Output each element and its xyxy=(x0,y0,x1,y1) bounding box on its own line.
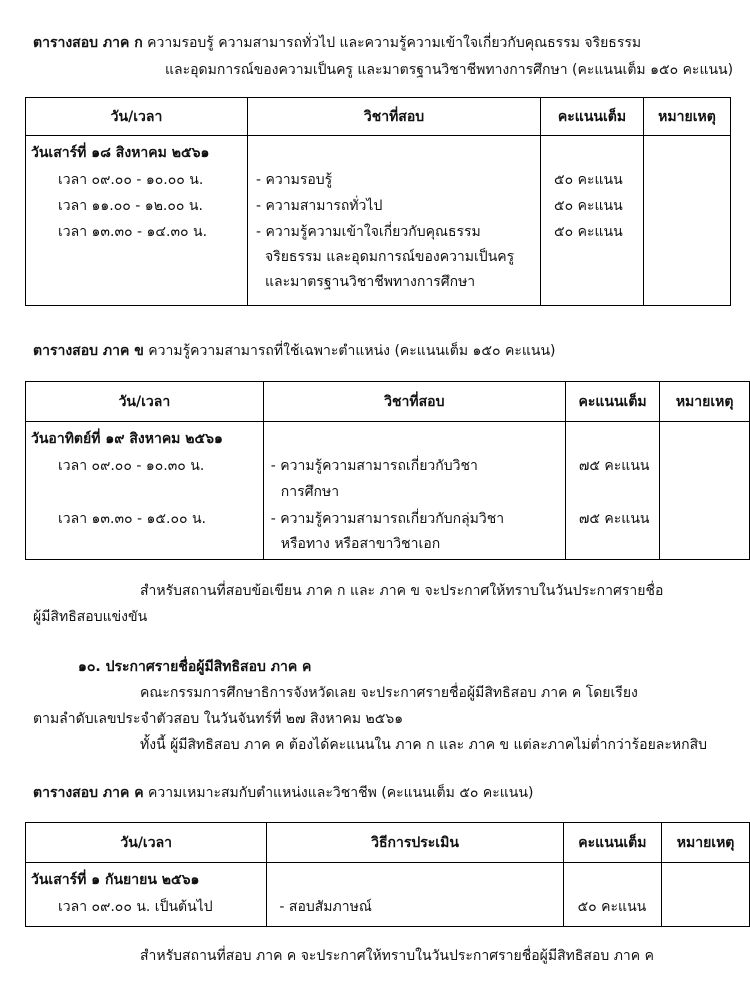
exam-score: ๕๐ คะแนน xyxy=(554,198,623,214)
header-note: หมายเหตุ xyxy=(644,98,731,136)
header-score: คะแนนเต็ม xyxy=(565,382,659,422)
exam-subject: และมาตรฐานวิชาชีพทางการศึกษา xyxy=(265,274,476,290)
exam-time: เวลา ๐๙.๐๐ น. เป็นต้นไป xyxy=(58,899,213,915)
exam-time: เวลา ๑๓.๓๐ - ๑๕.๐๐ น. xyxy=(58,511,207,527)
section-a-heading xyxy=(33,36,641,50)
exam-method: - สอบสัมภาษณ์ xyxy=(279,899,372,915)
header-score: คะแนนเต็ม xyxy=(541,98,644,136)
note-cell xyxy=(660,422,750,560)
section-b-title: ความรู้ความสามารถที่ใช้เฉพาะตำแหน่ง (คะแนนเต็ม ๑๕๐ คะแนน) xyxy=(148,343,556,359)
exam-score: ๗๕ คะแนน xyxy=(578,511,650,527)
exam-subject: - ความสามารถทั่วไป xyxy=(256,198,383,214)
section-a-label: ตารางสอบ ภาค ก xyxy=(33,35,143,51)
exam-subject: - ความรู้ความสามารถเกี่ยวกับวิชา xyxy=(270,458,478,474)
exam-time: เวลา ๐๙.๐๐ - ๑๐.๓๐ น. xyxy=(58,458,205,474)
exam-time: เวลา ๐๙.๐๐ - ๑๐.๐๐ น. xyxy=(58,172,204,188)
exam-subject: - ความรอบรู้ xyxy=(256,172,333,188)
exam-subject: การศึกษา xyxy=(280,484,340,500)
section-a-title-line2: และอุดมการณ์ของความเป็นครู และมาตรฐานวิชาชีพทางการศึกษา (คะแนนเต็ม ๑๕๐ คะแนน) xyxy=(165,62,734,78)
paragraph-line: สำหรับสถานที่สอบ ภาค ค จะประกาศให้ทราบในวันประกาศรายชื่อผู้มีสิทธิสอบ ภาค ค xyxy=(140,948,654,964)
header-subject: วิชาที่สอบ xyxy=(263,382,565,422)
exam-day: วันเสาร์ที่ ๑ กันยายน ๒๕๖๑ xyxy=(31,872,200,888)
header-note: หมายเหตุ xyxy=(662,823,750,863)
paragraph-line: ทั้งนี้ ผู้มีสิทธิสอบ ภาค ค ต้องได้คะแนนใน ภาค ก และ ภาค ข แต่ละภาคไม่ต่ำกว่าร้อยละหกสิบ xyxy=(140,737,708,753)
exam-score: ๕๐ คะแนน xyxy=(554,172,623,188)
exam-subject: - ความรู้ความสามารถเกี่ยวกับกลุ่มวิชา xyxy=(270,511,505,527)
exam-score: ๕๐ คะแนน xyxy=(577,899,647,915)
section-c-label: ตารางสอบ ภาค ค xyxy=(33,785,144,801)
section-c-title: ความเหมาะสมกับตำแหน่งและวิชาชีพ (คะแนนเต็ม ๕๐ คะแนน) xyxy=(148,785,534,801)
exam-score: ๗๕ คะแนน xyxy=(578,458,650,474)
header-date: วัน/เวลา xyxy=(26,98,248,136)
exam-time: เวลา ๑๑.๐๐ - ๑๒.๐๐ น. xyxy=(58,198,203,214)
exam-table-b xyxy=(25,381,750,560)
paragraph-line: คณะกรรมการศึกษาธิการจังหวัดเลย จะประกาศรายชื่อผู้มีสิทธิสอบ ภาค ค โดยเรียง xyxy=(140,685,638,701)
header-method: วิธีการประเมิน xyxy=(267,823,563,863)
header-date: วัน/เวลา xyxy=(26,382,264,422)
section-a-title-line1: ความรอบรู้ ความสามารถทั่วไป และความรู้ความเข้าใจเกี่ยวกับคุณธรรม จริยธรรม xyxy=(147,35,642,51)
exam-subject: จริยธรรม และอุดมการณ์ของความเป็นครู xyxy=(265,249,515,265)
note-cell xyxy=(644,136,731,306)
header-note: หมายเหตุ xyxy=(660,382,750,422)
paragraph-line: ผู้มีสิทธิสอบแข่งขัน xyxy=(33,609,148,625)
exam-table-c xyxy=(25,822,750,927)
note-cell xyxy=(662,863,750,927)
item-10-heading: ๑๐. ประกาศรายชื่อผู้มีสิทธิสอบ ภาค ค xyxy=(78,659,312,675)
section-b-heading xyxy=(33,344,556,358)
exam-day: วันอาทิตย์ที่ ๑๙ สิงหาคม ๒๕๖๑ xyxy=(31,431,223,447)
header-score: คะแนนเต็ม xyxy=(563,823,662,863)
header-date: วัน/เวลา xyxy=(26,823,267,863)
exam-subject: หรือทาง หรือสาขาวิชาเอก xyxy=(280,536,441,552)
exam-subject: - ความรู้ความเข้าใจเกี่ยวกับคุณธรรม xyxy=(256,224,481,240)
section-c-heading xyxy=(33,786,533,800)
exam-score: ๕๐ คะแนน xyxy=(554,224,623,240)
paragraph-line: ตามลำดับเลขประจำตัวสอบ ในวันจันทร์ที่ ๒๗ สิงหาคม ๒๕๖๑ xyxy=(33,711,404,727)
exam-time: เวลา ๑๓.๓๐ - ๑๔.๓๐ น. xyxy=(58,224,208,240)
header-subject: วิชาที่สอบ xyxy=(248,98,541,136)
exam-table-a xyxy=(25,97,731,306)
exam-day: วันเสาร์ที่ ๑๘ สิงหาคม ๒๕๖๑ xyxy=(31,145,210,161)
section-b-label: ตารางสอบ ภาค ข xyxy=(33,343,144,359)
paragraph-line: สำหรับสถานที่สอบข้อเขียน ภาค ก และ ภาค ข จะประกาศให้ทราบในวันประกาศรายชื่อ xyxy=(140,583,664,599)
